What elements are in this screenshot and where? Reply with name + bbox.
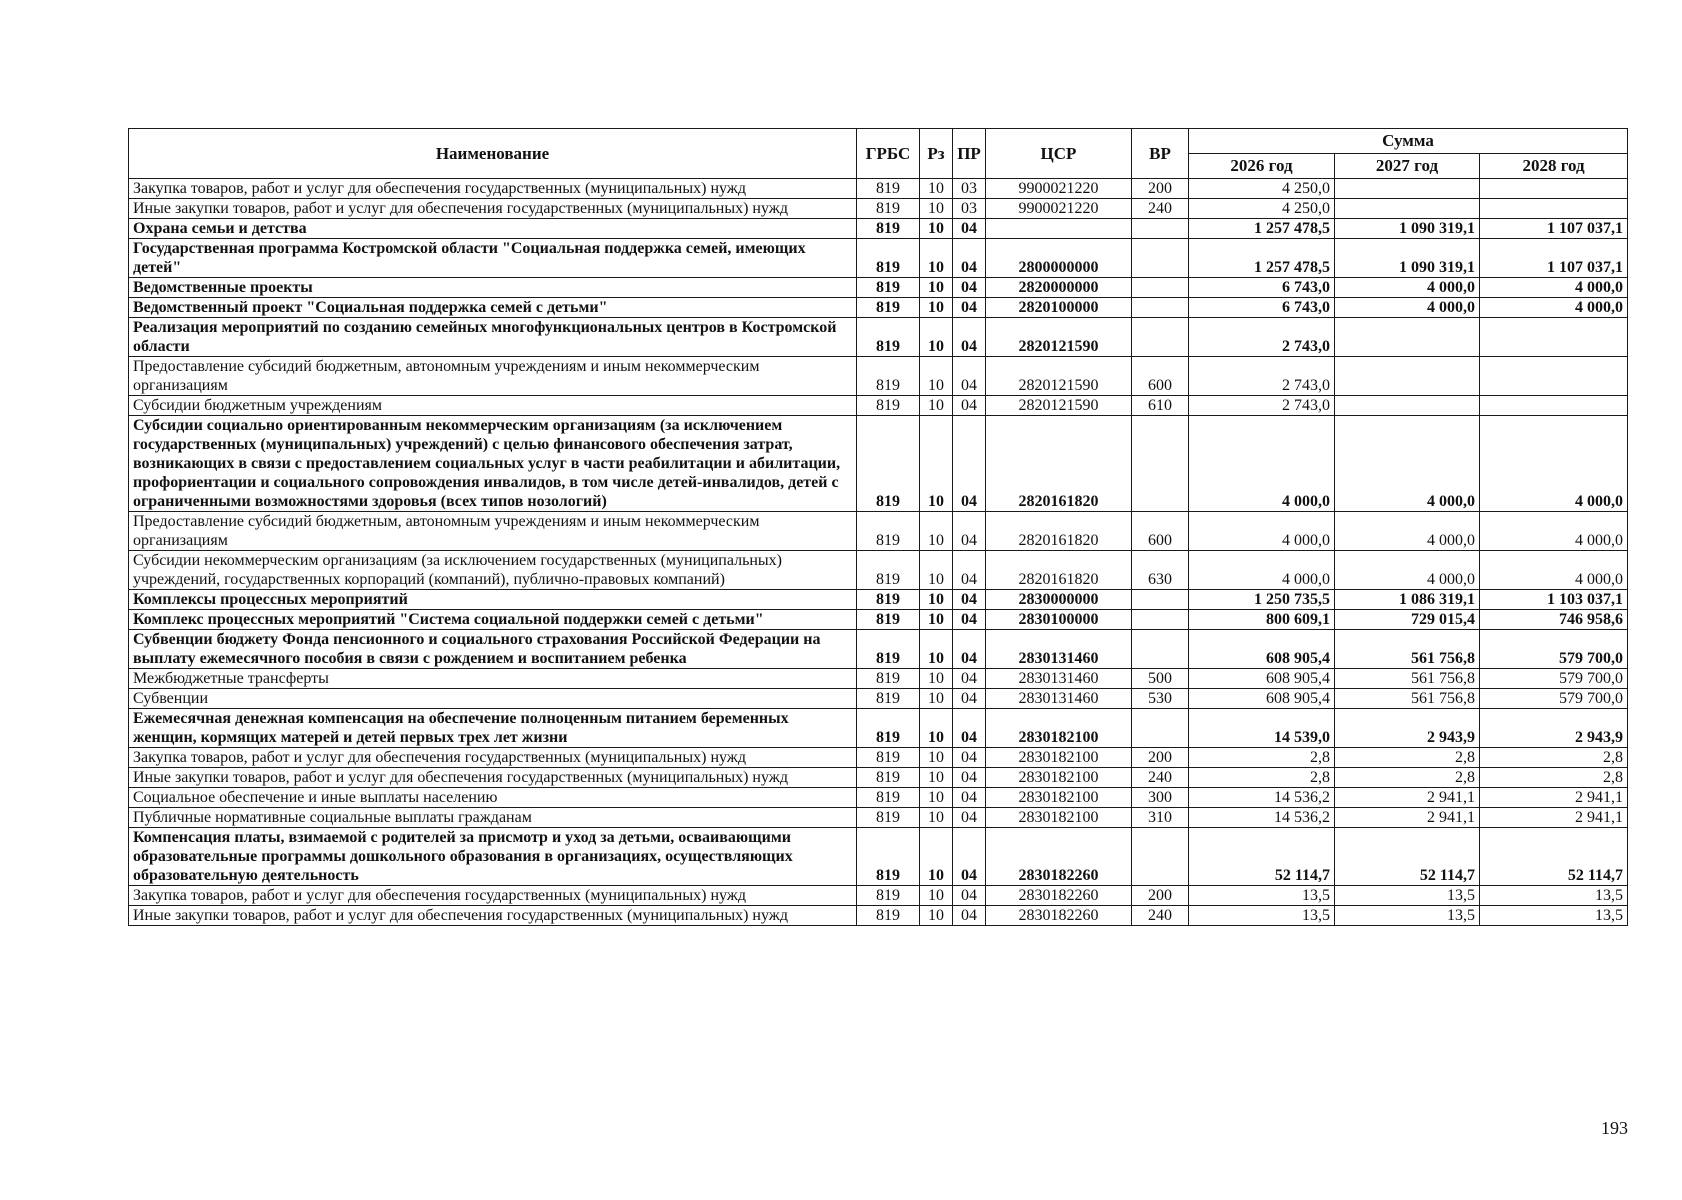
header-grbs: ГРБС bbox=[857, 129, 920, 179]
cell-pr: 04 bbox=[953, 630, 986, 669]
cell-2026: 13,5 bbox=[1189, 886, 1335, 906]
cell-csr: 2830131460 bbox=[986, 630, 1132, 669]
cell-2028: 4 000,0 bbox=[1480, 298, 1628, 318]
cell-2026: 4 250,0 bbox=[1189, 199, 1335, 219]
cell-2026: 52 114,7 bbox=[1189, 828, 1335, 886]
cell-name: Иные закупки товаров, работ и услуг для обеспечения государственных (муниципальных) нужд bbox=[129, 768, 857, 788]
cell-2028: 579 700,0 bbox=[1480, 689, 1628, 709]
cell-name: Субсидии бюджетным учреждениям bbox=[129, 396, 857, 416]
budget-table bbox=[128, 128, 1628, 926]
cell-2028: 2 941,1 bbox=[1480, 808, 1628, 828]
table-row bbox=[129, 396, 1628, 416]
cell-2027: 4 000,0 bbox=[1335, 278, 1480, 298]
cell-grbs: 819 bbox=[857, 318, 920, 357]
table-row bbox=[129, 630, 1628, 669]
table-row bbox=[129, 689, 1628, 709]
cell-grbs: 819 bbox=[857, 512, 920, 551]
cell-2026: 1 257 478,5 bbox=[1189, 219, 1335, 239]
cell-rz: 10 bbox=[920, 610, 953, 630]
cell-vr bbox=[1132, 239, 1189, 278]
cell-name: Иные закупки товаров, работ и услуг для обеспечения государственных (муниципальных) нужд bbox=[129, 199, 857, 219]
cell-grbs: 819 bbox=[857, 199, 920, 219]
cell-grbs: 819 bbox=[857, 298, 920, 318]
cell-vr: 300 bbox=[1132, 788, 1189, 808]
cell-vr bbox=[1132, 610, 1189, 630]
table-row bbox=[129, 219, 1628, 239]
cell-2027: 729 015,4 bbox=[1335, 610, 1480, 630]
cell-csr: 2820161820 bbox=[986, 416, 1132, 512]
cell-pr: 04 bbox=[953, 709, 986, 748]
cell-2028: 1 103 037,1 bbox=[1480, 590, 1628, 610]
cell-pr: 04 bbox=[953, 551, 986, 590]
cell-rz: 10 bbox=[920, 357, 953, 396]
cell-2027 bbox=[1335, 357, 1480, 396]
cell-2027: 4 000,0 bbox=[1335, 298, 1480, 318]
cell-csr: 2820000000 bbox=[986, 278, 1132, 298]
cell-name: Субсидии социально ориентированным некоммерческим организациям (за исключением государственных (муниципальных) учреждений) с целью финансового обеспечения затрат, возникающих в связи с предоставлением социальных услуг в части реабилитации и абилитации, профориентации и социального сопровождения инвалидов, в том числе детей-инвалидов, детей с ограниченными возможностями здоровья (всех типов нозологий) bbox=[129, 416, 857, 512]
table-row bbox=[129, 278, 1628, 298]
cell-csr: 9900021220 bbox=[986, 179, 1132, 199]
cell-csr: 2830000000 bbox=[986, 590, 1132, 610]
cell-2026: 2 743,0 bbox=[1189, 318, 1335, 357]
cell-pr: 04 bbox=[953, 396, 986, 416]
cell-csr: 2820121590 bbox=[986, 357, 1132, 396]
table-row bbox=[129, 828, 1628, 886]
cell-2027: 2,8 bbox=[1335, 768, 1480, 788]
cell-name: Субсидии некоммерческим организациям (за исключением государственных (муниципальных) учреждений, государственных корпораций (компаний), публично-правовых компаний) bbox=[129, 551, 857, 590]
table-row bbox=[129, 768, 1628, 788]
cell-pr: 04 bbox=[953, 610, 986, 630]
cell-vr bbox=[1132, 278, 1189, 298]
cell-pr: 04 bbox=[953, 357, 986, 396]
cell-2027: 4 000,0 bbox=[1335, 416, 1480, 512]
cell-2026: 4 250,0 bbox=[1189, 179, 1335, 199]
cell-vr: 630 bbox=[1132, 551, 1189, 590]
cell-csr: 2830131460 bbox=[986, 669, 1132, 689]
cell-vr: 610 bbox=[1132, 396, 1189, 416]
cell-vr bbox=[1132, 590, 1189, 610]
cell-grbs: 819 bbox=[857, 219, 920, 239]
cell-2027: 52 114,7 bbox=[1335, 828, 1480, 886]
cell-rz: 10 bbox=[920, 298, 953, 318]
cell-2026: 4 000,0 bbox=[1189, 551, 1335, 590]
cell-pr: 04 bbox=[953, 768, 986, 788]
cell-pr: 04 bbox=[953, 298, 986, 318]
cell-grbs: 819 bbox=[857, 416, 920, 512]
cell-rz: 10 bbox=[920, 906, 953, 926]
cell-grbs: 819 bbox=[857, 239, 920, 278]
cell-vr bbox=[1132, 298, 1189, 318]
cell-csr: 2820121590 bbox=[986, 396, 1132, 416]
cell-csr: 2830182100 bbox=[986, 709, 1132, 748]
cell-rz: 10 bbox=[920, 551, 953, 590]
cell-pr: 04 bbox=[953, 748, 986, 768]
table-row bbox=[129, 669, 1628, 689]
cell-name: Охрана семьи и детства bbox=[129, 219, 857, 239]
table-row bbox=[129, 318, 1628, 357]
header-year-2027: 2027 год bbox=[1335, 154, 1480, 179]
cell-pr: 04 bbox=[953, 788, 986, 808]
cell-2028: 52 114,7 bbox=[1480, 828, 1628, 886]
cell-name: Иные закупки товаров, работ и услуг для обеспечения государственных (муниципальных) нужд bbox=[129, 906, 857, 926]
cell-2028: 13,5 bbox=[1480, 906, 1628, 926]
cell-2026: 13,5 bbox=[1189, 906, 1335, 926]
cell-pr: 03 bbox=[953, 179, 986, 199]
cell-2027 bbox=[1335, 199, 1480, 219]
cell-2026: 4 000,0 bbox=[1189, 416, 1335, 512]
cell-grbs: 819 bbox=[857, 669, 920, 689]
cell-2027: 2 941,1 bbox=[1335, 788, 1480, 808]
table-row bbox=[129, 886, 1628, 906]
cell-vr: 600 bbox=[1132, 512, 1189, 551]
cell-2027: 561 756,8 bbox=[1335, 630, 1480, 669]
cell-vr: 310 bbox=[1132, 808, 1189, 828]
cell-rz: 10 bbox=[920, 590, 953, 610]
cell-pr: 04 bbox=[953, 318, 986, 357]
cell-name: Государственная программа Костромской области "Социальная поддержка семей, имеющих детей" bbox=[129, 239, 857, 278]
table-row bbox=[129, 610, 1628, 630]
cell-rz: 10 bbox=[920, 239, 953, 278]
cell-2026: 608 905,4 bbox=[1189, 689, 1335, 709]
table-row bbox=[129, 357, 1628, 396]
header-year-2028: 2028 год bbox=[1480, 154, 1628, 179]
header-csr: ЦСР bbox=[986, 129, 1132, 179]
cell-pr: 04 bbox=[953, 808, 986, 828]
cell-grbs: 819 bbox=[857, 788, 920, 808]
cell-csr: 2820100000 bbox=[986, 298, 1132, 318]
table-row bbox=[129, 748, 1628, 768]
table-body bbox=[129, 179, 1628, 926]
cell-rz: 10 bbox=[920, 416, 953, 512]
header-year-2026: 2026 год bbox=[1189, 154, 1335, 179]
cell-2027: 1 090 319,1 bbox=[1335, 219, 1480, 239]
cell-vr bbox=[1132, 219, 1189, 239]
cell-2028: 4 000,0 bbox=[1480, 416, 1628, 512]
cell-2028 bbox=[1480, 199, 1628, 219]
cell-csr: 2820161820 bbox=[986, 551, 1132, 590]
cell-name: Предоставление субсидий бюджетным, автономным учреждениям и иным некоммерческим организациям bbox=[129, 357, 857, 396]
header-pr: ПР bbox=[953, 129, 986, 179]
cell-2026: 608 905,4 bbox=[1189, 630, 1335, 669]
cell-grbs: 819 bbox=[857, 906, 920, 926]
cell-2026: 608 905,4 bbox=[1189, 669, 1335, 689]
cell-2026: 1 250 735,5 bbox=[1189, 590, 1335, 610]
cell-vr: 600 bbox=[1132, 357, 1189, 396]
cell-name: Социальное обеспечение и иные выплаты населению bbox=[129, 788, 857, 808]
cell-rz: 10 bbox=[920, 512, 953, 551]
cell-vr bbox=[1132, 709, 1189, 748]
cell-2027: 1 086 319,1 bbox=[1335, 590, 1480, 610]
table-row bbox=[129, 906, 1628, 926]
cell-2027: 4 000,0 bbox=[1335, 551, 1480, 590]
cell-name: Межбюджетные трансферты bbox=[129, 669, 857, 689]
cell-csr: 2820161820 bbox=[986, 512, 1132, 551]
cell-name: Закупка товаров, работ и услуг для обеспечения государственных (муниципальных) нужд bbox=[129, 179, 857, 199]
cell-grbs: 819 bbox=[857, 886, 920, 906]
table-row bbox=[129, 239, 1628, 278]
cell-csr: 2830182260 bbox=[986, 906, 1132, 926]
cell-name: Закупка товаров, работ и услуг для обеспечения государственных (муниципальных) нужд bbox=[129, 886, 857, 906]
cell-2026: 4 000,0 bbox=[1189, 512, 1335, 551]
cell-rz: 10 bbox=[920, 689, 953, 709]
cell-pr: 04 bbox=[953, 590, 986, 610]
cell-2026: 6 743,0 bbox=[1189, 278, 1335, 298]
cell-csr: 2830182100 bbox=[986, 788, 1132, 808]
cell-2028: 2 943,9 bbox=[1480, 709, 1628, 748]
cell-vr: 200 bbox=[1132, 748, 1189, 768]
cell-2028: 2,8 bbox=[1480, 768, 1628, 788]
cell-csr: 2820121590 bbox=[986, 318, 1132, 357]
header-rz: Рз bbox=[920, 129, 953, 179]
cell-2028: 4 000,0 bbox=[1480, 278, 1628, 298]
cell-name: Ежемесячная денежная компенсация на обеспечение полноценным питанием беременных женщин, кормящих матерей и детей первых трех лет жизни bbox=[129, 709, 857, 748]
table-row bbox=[129, 199, 1628, 219]
cell-2028: 4 000,0 bbox=[1480, 551, 1628, 590]
cell-grbs: 819 bbox=[857, 748, 920, 768]
cell-rz: 10 bbox=[920, 278, 953, 298]
table-row bbox=[129, 709, 1628, 748]
cell-vr: 240 bbox=[1132, 906, 1189, 926]
cell-vr bbox=[1132, 828, 1189, 886]
cell-rz: 10 bbox=[920, 709, 953, 748]
cell-grbs: 819 bbox=[857, 630, 920, 669]
cell-csr: 2830100000 bbox=[986, 610, 1132, 630]
cell-2028: 13,5 bbox=[1480, 886, 1628, 906]
cell-rz: 10 bbox=[920, 788, 953, 808]
cell-csr: 2830182100 bbox=[986, 768, 1132, 788]
cell-2028 bbox=[1480, 318, 1628, 357]
cell-vr: 240 bbox=[1132, 199, 1189, 219]
cell-pr: 04 bbox=[953, 512, 986, 551]
cell-pr: 04 bbox=[953, 669, 986, 689]
cell-name: Закупка товаров, работ и услуг для обеспечения государственных (муниципальных) нужд bbox=[129, 748, 857, 768]
cell-grbs: 819 bbox=[857, 709, 920, 748]
cell-2027: 13,5 bbox=[1335, 906, 1480, 926]
cell-vr: 500 bbox=[1132, 669, 1189, 689]
cell-name: Публичные нормативные социальные выплаты гражданам bbox=[129, 808, 857, 828]
cell-2026: 14 539,0 bbox=[1189, 709, 1335, 748]
cell-name: Ведомственные проекты bbox=[129, 278, 857, 298]
cell-2028: 1 107 037,1 bbox=[1480, 239, 1628, 278]
cell-pr: 04 bbox=[953, 828, 986, 886]
cell-rz: 10 bbox=[920, 396, 953, 416]
cell-grbs: 819 bbox=[857, 179, 920, 199]
cell-2027: 2,8 bbox=[1335, 748, 1480, 768]
table-row bbox=[129, 590, 1628, 610]
cell-2026: 1 257 478,5 bbox=[1189, 239, 1335, 278]
cell-csr: 2800000000 bbox=[986, 239, 1132, 278]
cell-2028: 2,8 bbox=[1480, 748, 1628, 768]
cell-rz: 10 bbox=[920, 219, 953, 239]
cell-csr: 2830182260 bbox=[986, 886, 1132, 906]
cell-rz: 10 bbox=[920, 318, 953, 357]
cell-2028: 2 941,1 bbox=[1480, 788, 1628, 808]
cell-grbs: 819 bbox=[857, 808, 920, 828]
cell-rz: 10 bbox=[920, 808, 953, 828]
cell-vr: 530 bbox=[1132, 689, 1189, 709]
cell-rz: 10 bbox=[920, 179, 953, 199]
cell-2026: 14 536,2 bbox=[1189, 808, 1335, 828]
cell-2028: 4 000,0 bbox=[1480, 512, 1628, 551]
cell-grbs: 819 bbox=[857, 396, 920, 416]
cell-2026: 2,8 bbox=[1189, 768, 1335, 788]
cell-rz: 10 bbox=[920, 886, 953, 906]
cell-csr: 2830182260 bbox=[986, 828, 1132, 886]
cell-grbs: 819 bbox=[857, 828, 920, 886]
cell-2027 bbox=[1335, 318, 1480, 357]
cell-grbs: 819 bbox=[857, 689, 920, 709]
cell-vr bbox=[1132, 416, 1189, 512]
cell-rz: 10 bbox=[920, 828, 953, 886]
cell-2027: 561 756,8 bbox=[1335, 689, 1480, 709]
table-row bbox=[129, 298, 1628, 318]
cell-2027: 561 756,8 bbox=[1335, 669, 1480, 689]
cell-vr bbox=[1132, 630, 1189, 669]
cell-grbs: 819 bbox=[857, 278, 920, 298]
cell-pr: 04 bbox=[953, 278, 986, 298]
cell-csr: 2830182100 bbox=[986, 748, 1132, 768]
cell-2028: 1 107 037,1 bbox=[1480, 219, 1628, 239]
cell-vr: 200 bbox=[1132, 886, 1189, 906]
cell-csr bbox=[986, 219, 1132, 239]
cell-pr: 04 bbox=[953, 689, 986, 709]
cell-2026: 800 609,1 bbox=[1189, 610, 1335, 630]
cell-name: Реализация мероприятий по созданию семейных многофункциональных центров в Костромской области bbox=[129, 318, 857, 357]
cell-name: Субвенции bbox=[129, 689, 857, 709]
cell-2027 bbox=[1335, 396, 1480, 416]
cell-pr: 04 bbox=[953, 219, 986, 239]
cell-2026: 6 743,0 bbox=[1189, 298, 1335, 318]
cell-2027: 1 090 319,1 bbox=[1335, 239, 1480, 278]
cell-2026: 2 743,0 bbox=[1189, 357, 1335, 396]
cell-2026: 2,8 bbox=[1189, 748, 1335, 768]
cell-grbs: 819 bbox=[857, 768, 920, 788]
cell-vr: 240 bbox=[1132, 768, 1189, 788]
table-row bbox=[129, 179, 1628, 199]
cell-2027: 2 941,1 bbox=[1335, 808, 1480, 828]
cell-grbs: 819 bbox=[857, 357, 920, 396]
cell-grbs: 819 bbox=[857, 551, 920, 590]
cell-rz: 10 bbox=[920, 768, 953, 788]
table-row bbox=[129, 416, 1628, 512]
cell-2028 bbox=[1480, 396, 1628, 416]
cell-2028: 579 700,0 bbox=[1480, 669, 1628, 689]
cell-name: Комплекс процессных мероприятий "Система социальной поддержки семей с детьми" bbox=[129, 610, 857, 630]
cell-2028: 746 958,6 bbox=[1480, 610, 1628, 630]
cell-2028 bbox=[1480, 179, 1628, 199]
table-row bbox=[129, 808, 1628, 828]
cell-rz: 10 bbox=[920, 748, 953, 768]
cell-2026: 14 536,2 bbox=[1189, 788, 1335, 808]
header-sum: Сумма bbox=[1189, 129, 1628, 154]
cell-2027: 4 000,0 bbox=[1335, 512, 1480, 551]
cell-2028: 579 700,0 bbox=[1480, 630, 1628, 669]
cell-rz: 10 bbox=[920, 630, 953, 669]
cell-2028 bbox=[1480, 357, 1628, 396]
cell-pr: 04 bbox=[953, 239, 986, 278]
header-name: Наименование bbox=[129, 129, 857, 179]
cell-csr: 2830131460 bbox=[986, 689, 1132, 709]
cell-csr: 2830182100 bbox=[986, 808, 1132, 828]
page-number: 193 bbox=[1601, 1118, 1628, 1138]
cell-rz: 10 bbox=[920, 199, 953, 219]
cell-name: Ведомственный проект "Социальная поддержка семей с детьми" bbox=[129, 298, 857, 318]
header-vr: ВР bbox=[1132, 129, 1189, 179]
cell-name: Комплексы процессных мероприятий bbox=[129, 590, 857, 610]
cell-grbs: 819 bbox=[857, 610, 920, 630]
cell-name: Субвенции бюджету Фонда пенсионного и социального страхования Российской Федерации на выплату ежемесячного пособия в связи с рождением и воспитанием ребенка bbox=[129, 630, 857, 669]
cell-grbs: 819 bbox=[857, 590, 920, 610]
table-row bbox=[129, 512, 1628, 551]
cell-vr: 200 bbox=[1132, 179, 1189, 199]
cell-2027 bbox=[1335, 179, 1480, 199]
cell-pr: 04 bbox=[953, 906, 986, 926]
cell-2026: 2 743,0 bbox=[1189, 396, 1335, 416]
cell-2027: 13,5 bbox=[1335, 886, 1480, 906]
cell-2027: 2 943,9 bbox=[1335, 709, 1480, 748]
cell-name: Компенсация платы, взимаемой с родителей за присмотр и уход за детьми, осваивающими образовательные программы дошкольного образования в организациях, осуществляющих образовательную деятельность bbox=[129, 828, 857, 886]
table-row bbox=[129, 788, 1628, 808]
cell-pr: 03 bbox=[953, 199, 986, 219]
cell-vr bbox=[1132, 318, 1189, 357]
table-row bbox=[129, 551, 1628, 590]
cell-rz: 10 bbox=[920, 669, 953, 689]
cell-csr: 9900021220 bbox=[986, 199, 1132, 219]
cell-pr: 04 bbox=[953, 886, 986, 906]
cell-name: Предоставление субсидий бюджетным, автономным учреждениям и иным некоммерческим организациям bbox=[129, 512, 857, 551]
cell-pr: 04 bbox=[953, 416, 986, 512]
